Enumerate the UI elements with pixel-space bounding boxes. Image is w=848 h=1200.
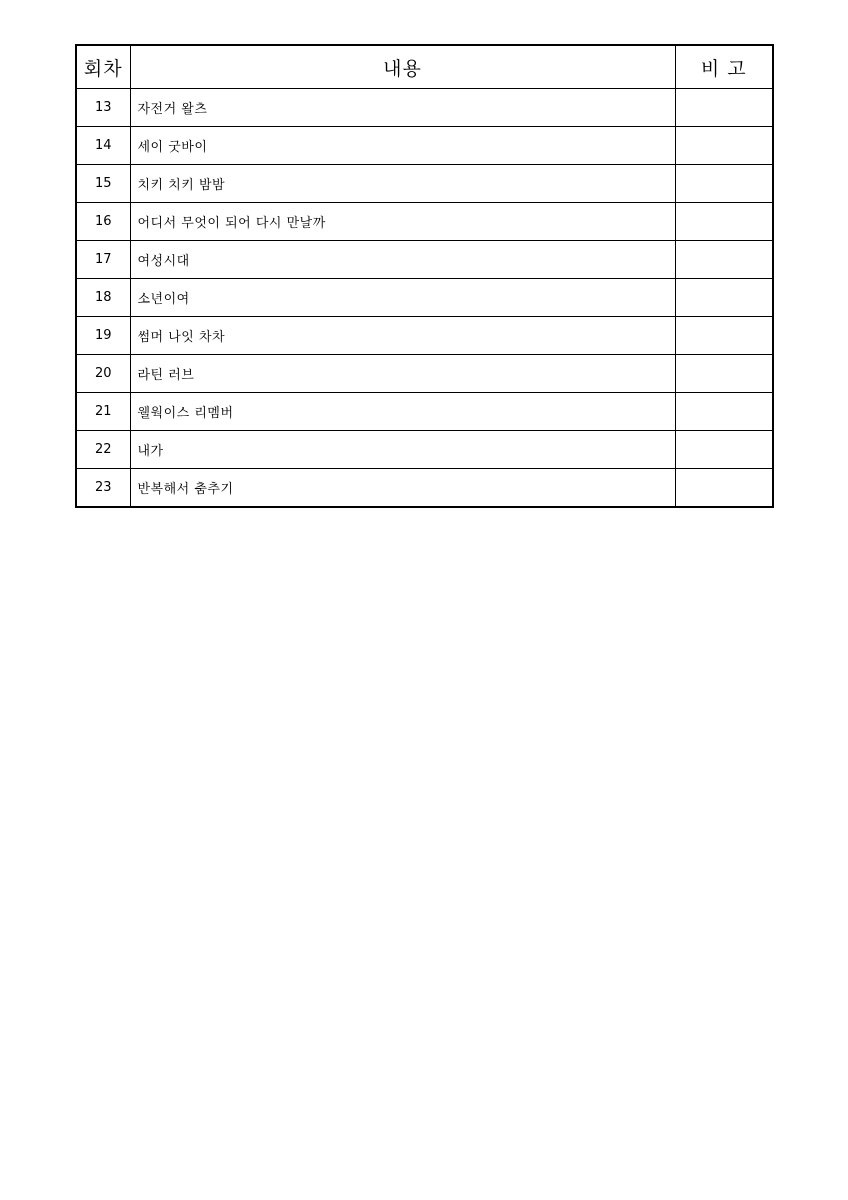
content-cell: 라틴 러브 xyxy=(130,355,675,393)
table-row xyxy=(76,355,773,393)
table-row xyxy=(76,279,773,317)
session-no-cell: 14 xyxy=(76,127,130,165)
content-cell: 썸머 나잇 차차 xyxy=(130,317,675,355)
content-cell: 자전거 왈츠 xyxy=(130,89,675,127)
content-cell: 여성시대 xyxy=(130,241,675,279)
session-no-cell: 16 xyxy=(76,203,130,241)
table-row xyxy=(76,469,773,508)
note-cell xyxy=(675,127,773,165)
note-cell xyxy=(675,469,773,508)
session-no-cell: 13 xyxy=(76,89,130,127)
session-no-cell: 23 xyxy=(76,469,130,508)
session-no-cell: 17 xyxy=(76,241,130,279)
content-cell: 웰웍이스 리멤버 xyxy=(130,393,675,431)
header-content: 내용 xyxy=(130,45,675,89)
session-no-cell: 21 xyxy=(76,393,130,431)
session-no-cell: 22 xyxy=(76,431,130,469)
table-row xyxy=(76,165,773,203)
note-cell xyxy=(675,279,773,317)
table-row xyxy=(76,127,773,165)
header-session-no: 회차 xyxy=(76,45,130,89)
note-cell xyxy=(675,89,773,127)
note-cell xyxy=(675,317,773,355)
content-cell: 내가 xyxy=(130,431,675,469)
table-row xyxy=(76,89,773,127)
note-cell xyxy=(675,431,773,469)
table-row xyxy=(76,241,773,279)
session-no-cell: 18 xyxy=(76,279,130,317)
note-cell xyxy=(675,393,773,431)
content-cell: 세이 굿바이 xyxy=(130,127,675,165)
table-row xyxy=(76,317,773,355)
table-row xyxy=(76,431,773,469)
note-cell xyxy=(675,203,773,241)
content-cell: 소년이여 xyxy=(130,279,675,317)
content-cell: 어디서 무엇이 되어 다시 만날까 xyxy=(130,203,675,241)
header-note: 비 고 xyxy=(675,45,773,89)
table-header-row xyxy=(76,45,773,89)
content-cell: 치키 치키 밤밤 xyxy=(130,165,675,203)
note-cell xyxy=(675,241,773,279)
table-row xyxy=(76,393,773,431)
note-cell xyxy=(675,165,773,203)
session-no-cell: 20 xyxy=(76,355,130,393)
session-no-cell: 19 xyxy=(76,317,130,355)
content-cell: 반복해서 춤추기 xyxy=(130,469,675,508)
note-cell xyxy=(675,355,773,393)
table-row xyxy=(76,203,773,241)
session-table xyxy=(75,44,774,508)
session-no-cell: 15 xyxy=(76,165,130,203)
